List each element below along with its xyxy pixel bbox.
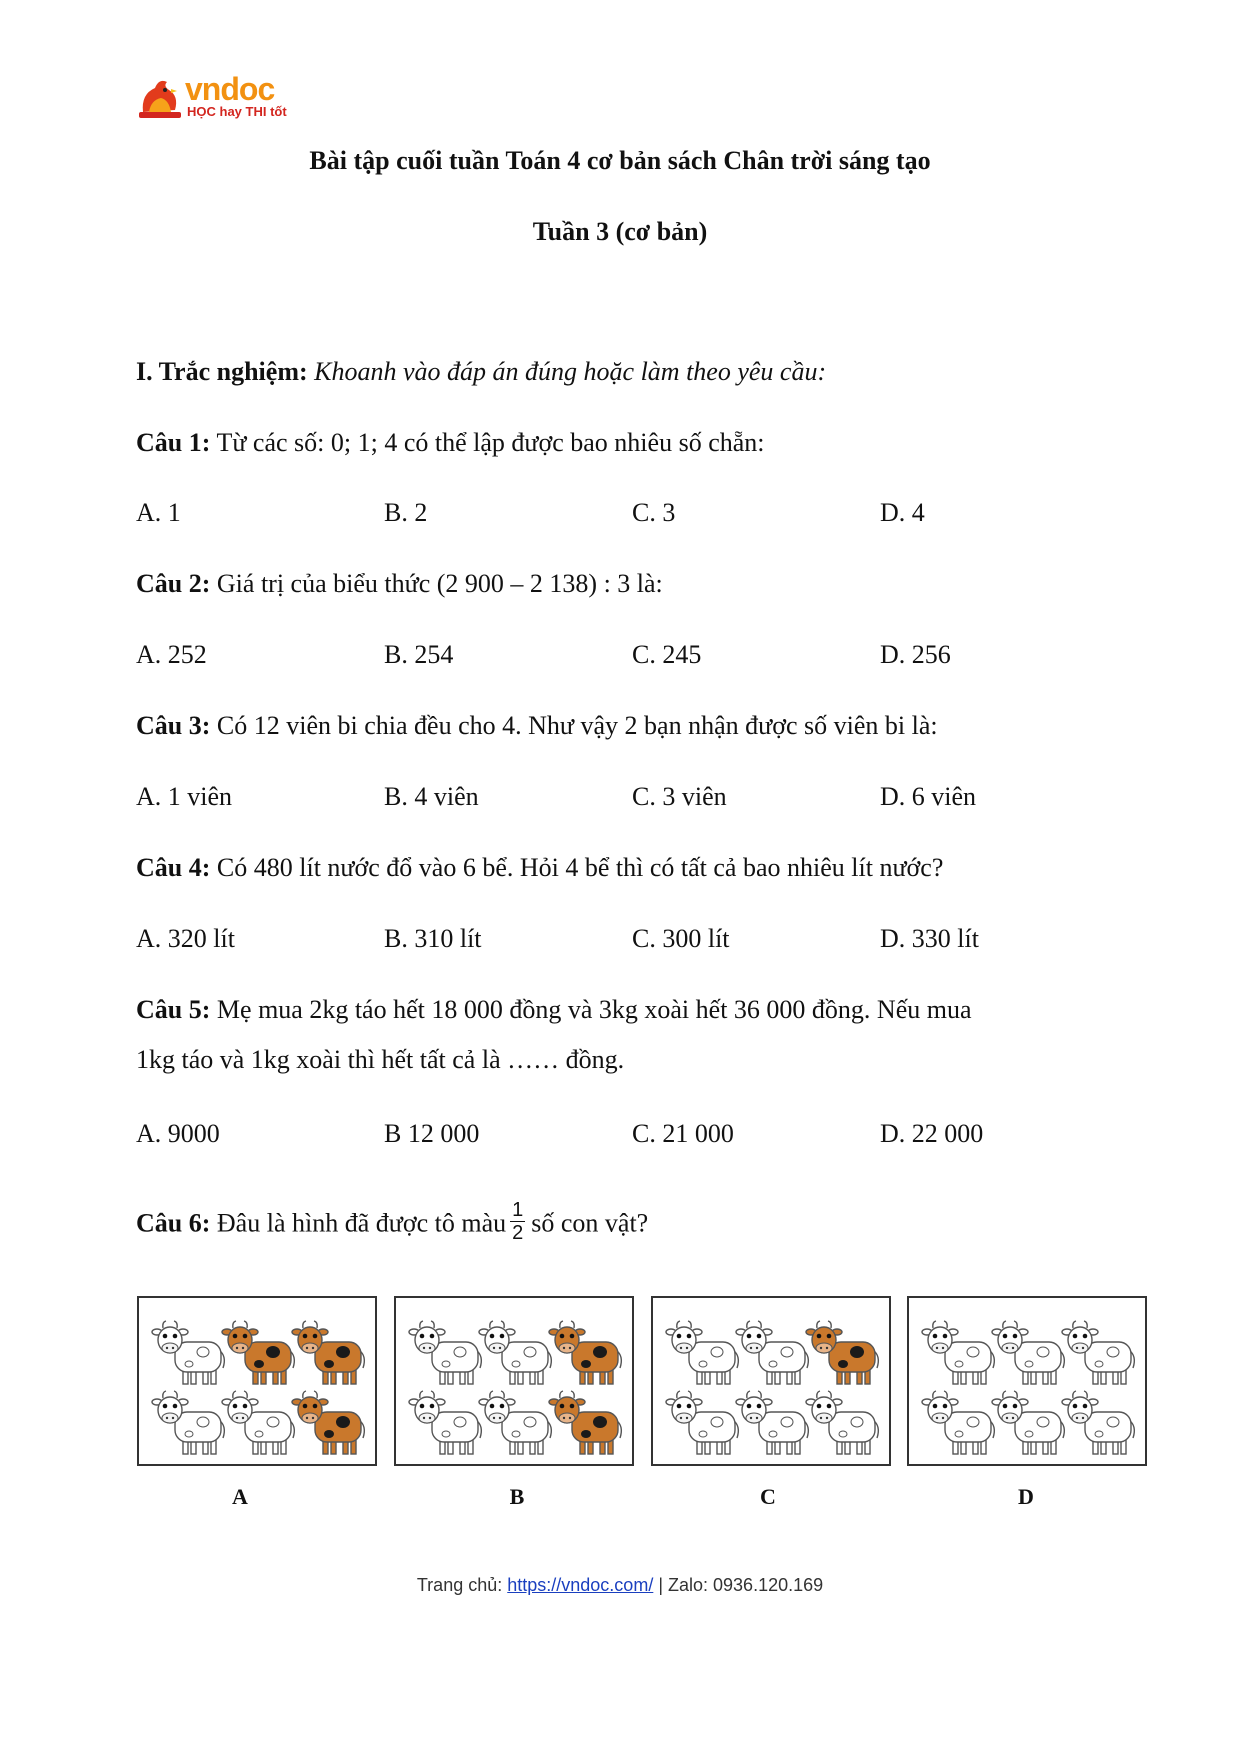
option-b[interactable]: B. 310 lít xyxy=(384,924,482,953)
unshaded-cow-icon xyxy=(666,1321,738,1384)
question-5: Câu 5: Mẹ mua 2kg táo hết 18 000 đồng và 3kg xoài hết 36 000 đồng. Nếu mua xyxy=(136,995,972,1024)
logo-tagline: HỌC hay THI tốt xyxy=(187,104,287,119)
shaded-cow-icon xyxy=(806,1321,878,1384)
question-2: Câu 2: Giá trị của biểu thức (2 900 – 2 138) : 3 là: xyxy=(136,569,663,598)
shaded-cow-icon xyxy=(292,1391,364,1454)
unshaded-cow-icon xyxy=(1062,1321,1134,1384)
option-c[interactable]: C. 3 xyxy=(632,498,676,527)
unshaded-cow-icon xyxy=(992,1391,1064,1454)
option-a[interactable]: A. 9000 xyxy=(136,1119,220,1148)
question-4: Câu 4: Có 480 lít nước đổ vào 6 bể. Hỏi 4 bể thì có tất cả bao nhiêu lít nước? xyxy=(136,853,944,882)
option-d[interactable]: D. 4 xyxy=(880,498,925,527)
shaded-cow-icon xyxy=(549,1391,621,1454)
option-b[interactable]: B. 254 xyxy=(384,640,454,669)
page-subtitle: Tuần 3 (cơ bản) xyxy=(532,217,708,246)
option-a[interactable]: A. 252 xyxy=(136,640,207,669)
question-4-options xyxy=(136,923,1136,955)
option-b[interactable]: B. 4 viên xyxy=(384,782,479,811)
option-b[interactable]: B 12 000 xyxy=(384,1119,480,1148)
rooster-logo-icon xyxy=(135,72,185,122)
cow-panel-c[interactable] xyxy=(651,1296,891,1466)
option-d[interactable]: D. 330 lít xyxy=(880,924,979,953)
unshaded-cow-icon xyxy=(152,1321,224,1384)
question-5-continued: 1kg táo và 1kg xoài thì hết tất cả là …… đồng. xyxy=(136,1045,625,1074)
shaded-cow-icon xyxy=(222,1321,294,1384)
unshaded-cow-icon xyxy=(806,1391,878,1454)
section-heading: I. Trắc nghiệm: Khoanh vào đáp án đúng hoặc làm theo yêu cầu: xyxy=(136,357,827,386)
unshaded-cow-icon xyxy=(479,1321,551,1384)
vndoc-logo xyxy=(135,72,295,122)
option-a[interactable]: A. 1 xyxy=(136,498,181,527)
cow-panel-b[interactable] xyxy=(394,1296,634,1466)
panel-label-a: A xyxy=(232,1484,248,1509)
question-5-options xyxy=(136,1118,1136,1150)
logo-wordmark: vndoc xyxy=(185,71,275,107)
unshaded-cow-icon xyxy=(409,1321,481,1384)
panel-label-c: C xyxy=(760,1484,776,1509)
homepage-link[interactable]: https://vndoc.com/ xyxy=(507,1575,654,1595)
cow-panel-a[interactable] xyxy=(137,1296,377,1466)
question-3-options xyxy=(136,781,1136,813)
unshaded-cow-icon xyxy=(666,1391,738,1454)
panel-label-d: D xyxy=(1018,1484,1034,1509)
option-a[interactable]: A. 320 lít xyxy=(136,924,235,953)
option-c[interactable]: C. 21 000 xyxy=(632,1119,734,1148)
question-1-options xyxy=(136,497,1136,529)
question-3: Câu 3: Có 12 viên bi chia đều cho 4. Như vậy 2 bạn nhận được số viên bi là: xyxy=(136,711,938,740)
question-2-options xyxy=(136,639,1136,671)
option-d[interactable]: D. 256 xyxy=(880,640,951,669)
fraction-one-half: $\frac{1}{2}$ xyxy=(512,1199,524,1244)
option-c[interactable]: C. 245 xyxy=(632,640,702,669)
page-footer: Trang chủ: https://vndoc.com/ | Zalo: 0936.120.169 xyxy=(416,1575,824,1595)
question-1: Câu 1: Từ các số: 0; 1; 4 có thể lập được bao nhiêu số chẵn: xyxy=(136,428,765,457)
unshaded-cow-icon xyxy=(922,1391,994,1454)
option-b[interactable]: B. 2 xyxy=(384,498,428,527)
unshaded-cow-icon xyxy=(1062,1391,1134,1454)
option-a[interactable]: A. 1 viên xyxy=(136,782,233,811)
unshaded-cow-icon xyxy=(222,1391,294,1454)
cow-panel-d[interactable] xyxy=(907,1296,1147,1466)
unshaded-cow-icon xyxy=(152,1391,224,1454)
page-title: Bài tập cuối tuần Toán 4 cơ bản sách Chân trời sáng tạo xyxy=(309,146,931,175)
panel-label-b: B xyxy=(509,1484,525,1509)
unshaded-cow-icon xyxy=(922,1321,994,1384)
unshaded-cow-icon xyxy=(479,1391,551,1454)
option-d[interactable]: D. 22 000 xyxy=(880,1119,984,1148)
shaded-cow-icon xyxy=(549,1321,621,1384)
unshaded-cow-icon xyxy=(409,1391,481,1454)
unshaded-cow-icon xyxy=(992,1321,1064,1384)
option-d[interactable]: D. 6 viên xyxy=(880,782,977,811)
option-c[interactable]: C. 300 lít xyxy=(632,924,730,953)
shaded-cow-icon xyxy=(292,1321,364,1384)
option-c[interactable]: C. 3 viên xyxy=(632,782,727,811)
question-6: Câu 6: Đâu là hình đã được tô màu $\frac{1}{2}$ số con vật? xyxy=(136,1199,649,1244)
unshaded-cow-icon xyxy=(736,1321,808,1384)
unshaded-cow-icon xyxy=(736,1391,808,1454)
